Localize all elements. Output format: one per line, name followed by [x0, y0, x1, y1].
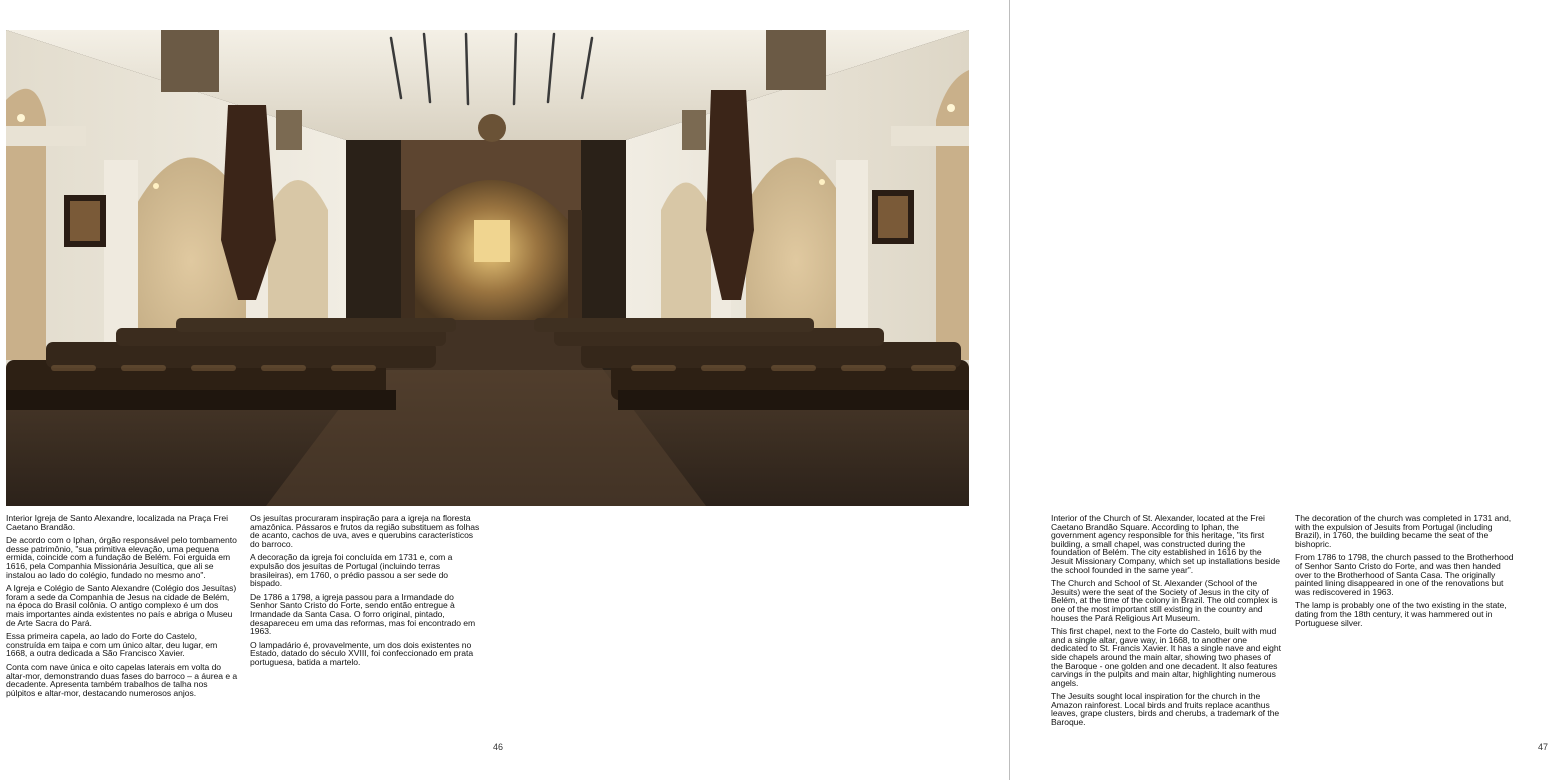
church-interior-photo — [6, 30, 969, 506]
paragraph: Interior of the Church of St. Alexander, located at the Frei Caetano Brandão Square. According to Iphan, the government agency responsible for this heritage, "its first building, a small chapel, was constructed during the foundation of Belém. The city established in 1616 by the Jesuit Missionary Company, which set up installations beside the school founded in the same year". — [1051, 513, 1280, 575]
paragraph: A decoração da igreja foi concluída em 1731 e, com a expulsão dos jesuítas de Portugal (incluindo terras brasileiras), em 1760, o prédio passou a ser sede do bispado. — [250, 552, 453, 589]
paragraph: The Church and School of St. Alexander (School of the Jesuits) were the seat of the Society of Jesus in the city of Belém, at the time of the colony in Brazil. The old complex is one of the most important still existing in the country and houses the Pará Religious Art Museum. — [1051, 578, 1278, 623]
paragraph: O lampadário é, provavelmente, um dos dois existentes no Estado, datado do século XVIII, foi confeccionado em prata portuguesa, batida a martelo. — [250, 639, 474, 667]
caption-column-pt-1 — [6, 514, 238, 702]
caption-column-pt-2 — [250, 514, 482, 672]
paragraph: The Jesuits sought local inspiration for the church in the Amazon rainforest. Local birds and fruits replace acanthus leaves, grape clusters, birds and cherubs, a trademark of the Baroque. — [1051, 691, 1280, 728]
paragraph: Essa primeira capela, ao lado do Forte do Castelo, construída em taipa e com um único altar, deu lugar, em 1668, a outra dedicada a São Francisco Xavier. — [6, 631, 218, 659]
paragraph: The decoration of the church was completed in 1731 and, with the expulsion of Jesuits from Portugal (including Brazil), in 1760, the building became the seat of the bishopric. — [1295, 513, 1512, 549]
paragraph: This first chapel, next to the Forte do Castelo, built with mud and a single altar, gave way, in 1668, to another one dedicated to St. Francis Xavier. It has a single nave and eight side chapels around the main altar, showing two phases of the Baroque - one golden and one decadent. It also features carvings in the pulpits and main altar, highlighting numerous angels. — [1051, 626, 1281, 688]
paragraph: De acordo com o Iphan, órgão responsável pelo tombamento desse patrimônio, "sua primitiva elevação, uma pequena ermida, coincide com a fundação de Belém. Foi erguida em 1616, pela Companhia Missionária Jesuítica, que ali se instalou ao lado do colégio, fundado no mesmo ano". — [6, 535, 237, 580]
paragraph: Os jesuítas procuraram inspiração para a igreja na floresta amazônica. Pássaros e frutos da região substituem as folhas de acanto, cachos de uva, aves e querubins característicos do barroco. — [250, 513, 480, 549]
paragraph: From 1786 to 1798, the church passed to the Brotherhood of Senhor Santo Cristo do Forte, and was then handed over to the Brotherhood of Santa Casa. The originally painted lining disappeared in one of the renovations but was rediscovered in 1963. — [1295, 552, 1514, 597]
caption-column-en-2 — [1295, 514, 1515, 632]
paragraph: De 1786 a 1798, a igreja passou para a Irmandade do Senhor Santo Cristo do Forte, sendo então entregue à Irmandade da Santa Casa. O forro original, pintado, desapareceu em uma das reformas, mas foi encontrado em 1963. — [250, 591, 476, 637]
paragraph: Interior Igreja de Santo Alexandre, localizada na Praça Frei Caetano Brandão. — [6, 513, 228, 532]
paragraph: Conta com nave única e oito capelas laterais em volta do altar-mor, demonstrando duas fases do barroco – a áurea e a decadente. Apresenta também trabalhos de talha nos púlpitos e altar-mor, destacando numerosos anjos. — [6, 661, 238, 698]
page-number-right: 47 — [1538, 742, 1549, 752]
paragraph: The lamp is probably one of the two existing in the state, dating from the 18th century, it was hammered out in Portuguese silver. — [1295, 600, 1507, 628]
paragraph: A Igreja e Colégio de Santo Alexandre (Colégio dos Jesuítas) foram a sede da Companhia de Jesus na cidade de Belém, na época do Brasil colônia. O antigo complexo é um dos mais importantes ainda existentes no país e abriga o Museu de Arte Sacra do Pará. — [6, 583, 237, 628]
caption-column-en-1 — [1051, 514, 1281, 732]
page-number-left: 46 — [493, 742, 504, 752]
